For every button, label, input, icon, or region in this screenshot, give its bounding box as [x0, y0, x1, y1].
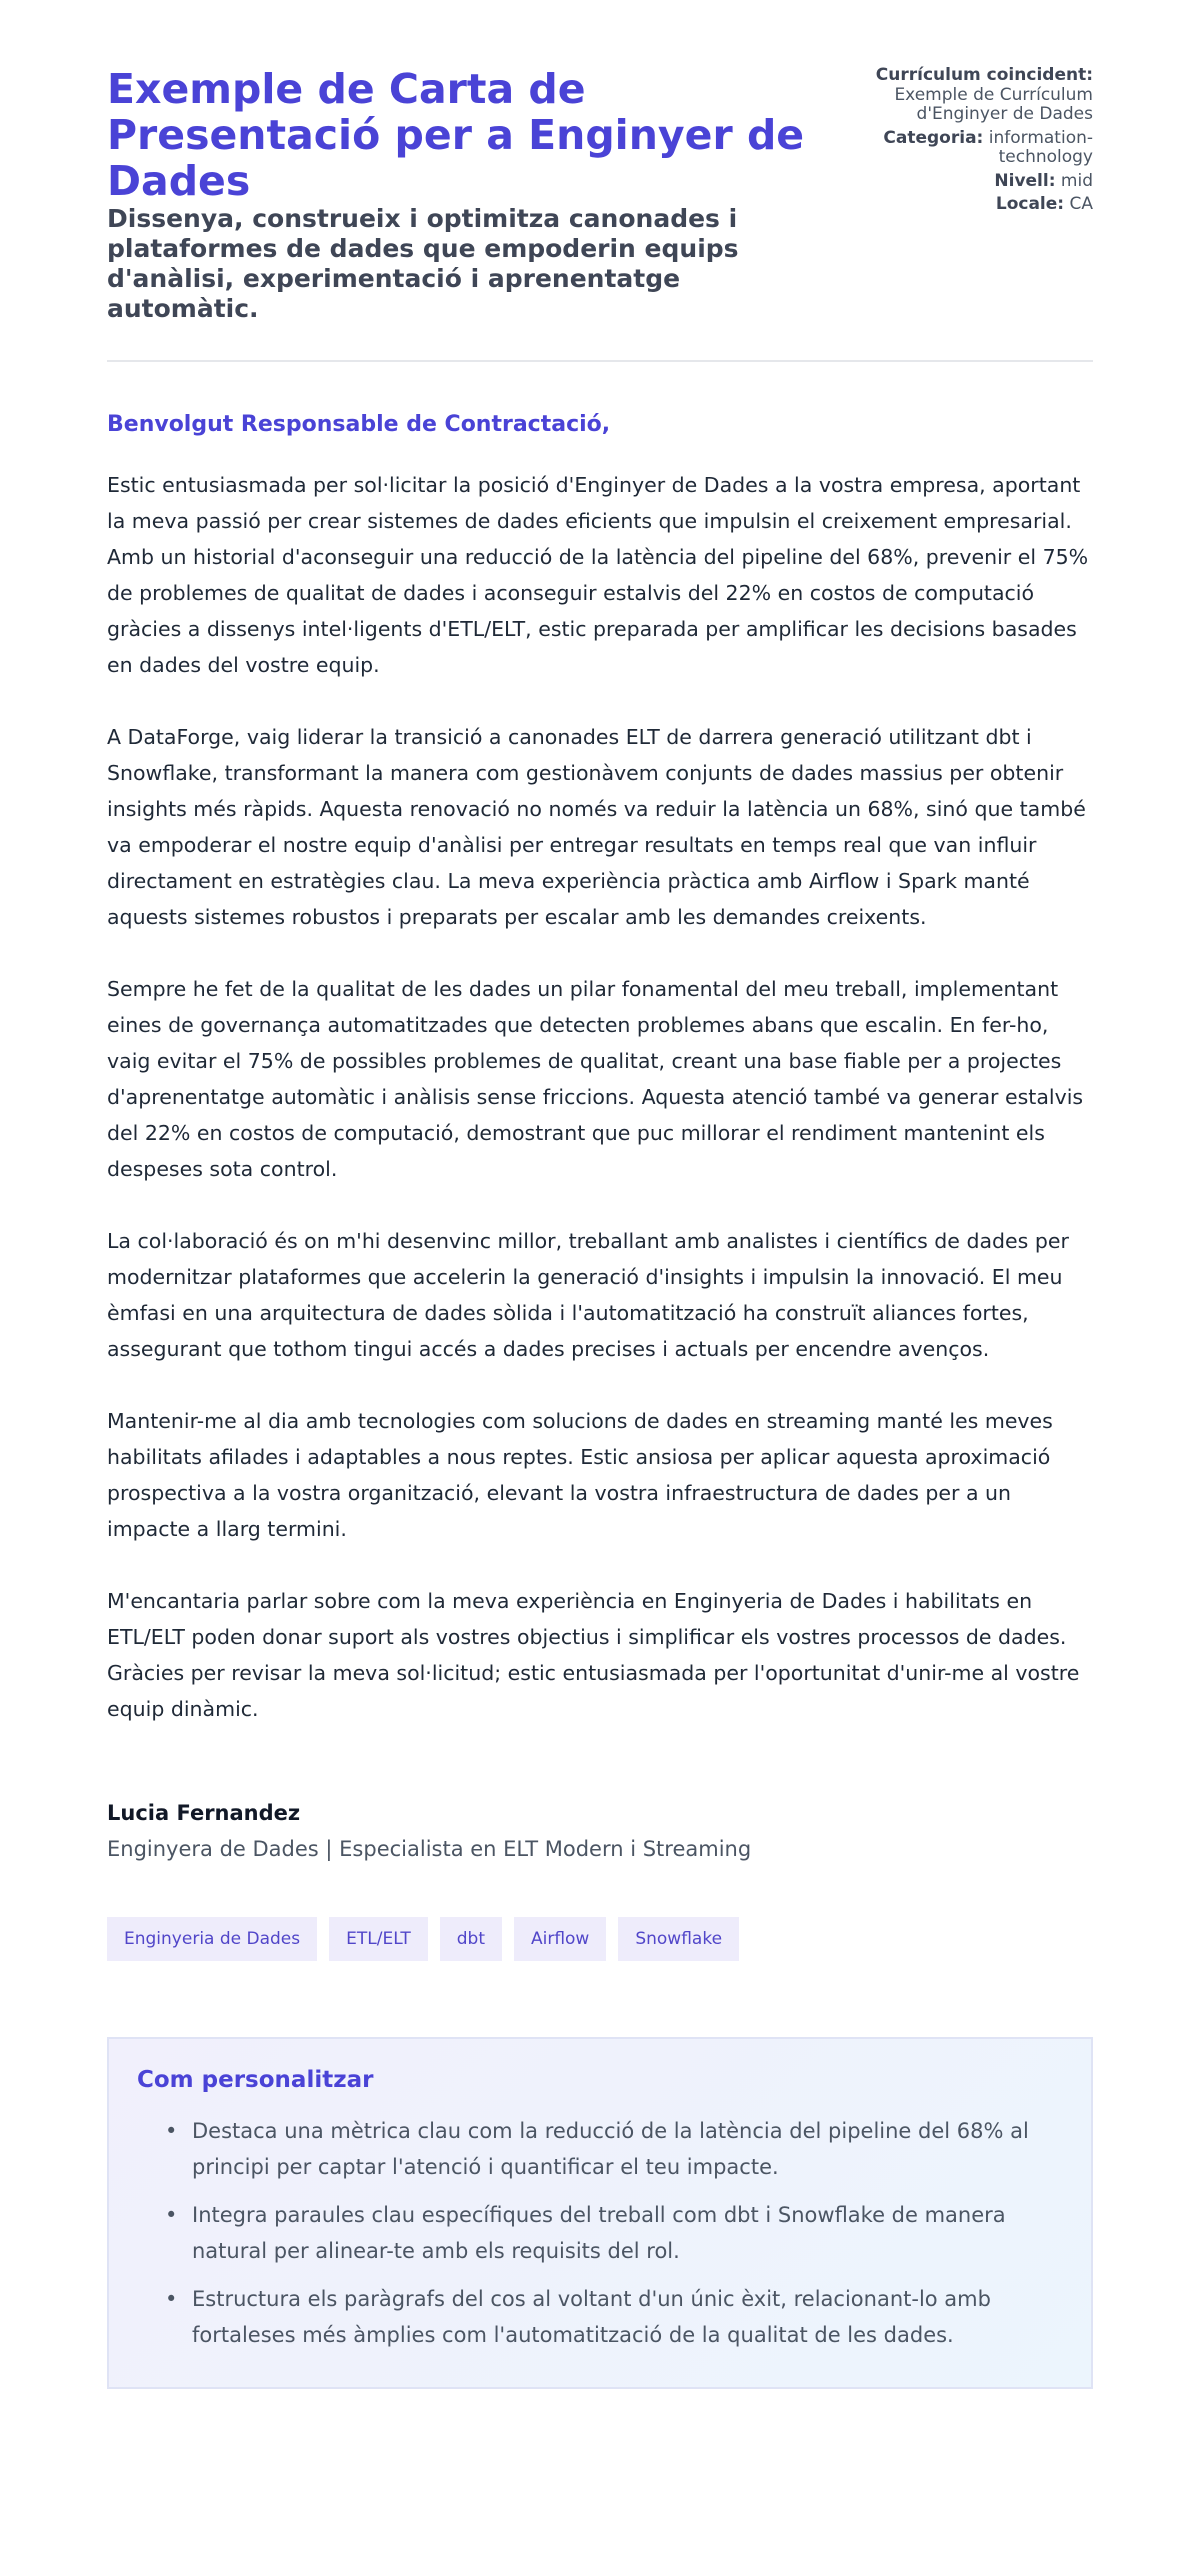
page-subtitle: Dissenya, construeix i optimitza canonades i plataformes de dades que empoderin equips d'anàlisi, experimentació i aprenentatge automàtic. [107, 204, 739, 323]
skill-tags [107, 1917, 1093, 1961]
page-title: Exemple de Carta de Presentació per a Enginyer de Dades [107, 65, 805, 205]
tips-title: Com personalitzar [137, 2067, 374, 2093]
meta-category: Categoria: information-technology [883, 127, 1093, 167]
cover-letter-page [107, 66, 1093, 2389]
page-header [107, 66, 1093, 324]
tag: dbt [440, 1917, 502, 1961]
signature-role: Enginyera de Dades | Especialista en ELT Modern i Streaming [107, 1837, 752, 1861]
meta-info [863, 66, 1093, 219]
paragraph: A DataForge, vaig liderar la transició a canonades ELT de darrera generació utilitzant dbt i Snowflake, transformant la manera com gestionàvem conjunts de dades massius per obtenir insights més ràpids. Aquesta renovació no només va reduir la latència un 68%, sinó que també va empoderar el nostre equip d'anàlisi per entregar resultats en temps real que van influir directament en estratègies clau. La meva experiència pràctica amb Airflow i Spark manté aquests sistemes robustos i preparats per escalar amb les demandes creixents. [107, 725, 1086, 929]
tag: Airflow [514, 1917, 606, 1961]
meta-level: Nivell: mid [994, 170, 1093, 191]
customization-tips [107, 2037, 1093, 2389]
divider [107, 360, 1093, 362]
tag: Enginyeria de Dades [107, 1917, 317, 1961]
paragraph: M'encantaria parlar sobre com la meva experiència en Enginyeria de Dades i habilitats en ETL/ELT poden donar suport als vostres objectius i simplificar els vostres processos de dades. Gràcies per revisar la meva sol·licitud; estic entusiasmada per l'oportunitat d'unir-me al vostre equip dinàmic. [107, 1589, 1080, 1721]
greeting: Benvolgut Responsable de Contractació, [107, 412, 611, 437]
paragraph: Mantenir-me al dia amb tecnologies com solucions de dades en streaming manté les meves habilitats afilades i adaptables a nous reptes. Estic ansiosa per aplicar aquesta aproximació prospectiva a la vostra organització, elevant la vostra infraestructura de dades per a un impacte a llarg termini. [107, 1409, 1053, 1541]
tip-item: • Estructura els paràgrafs del cos al voltant d'un únic èxit, relacionant-lo amb fortaleses més àmplies com l'automatització de la qualitat de les dades. [192, 2281, 1063, 2353]
tip-item: • Integra paraules clau específiques del treball com dbt i Snowflake de manera natural per alinear-te amb els requisits del rol. [192, 2197, 1063, 2269]
paragraph: La col·laboració és on m'hi desenvinc millor, treballant amb analistes i científics de dades per modernitzar plataformes que accelerin la generació d'insights i impulsin la innovació. El meu èmfasi en una arquitectura de dades sòlida i l'automatització ha construït aliances fortes, assegurant que tothom tingui accés a dades precises i actuals per encendre avenços. [107, 1229, 1069, 1361]
signature-name: Lucia Fernandez [107, 1801, 301, 1825]
tip-item: • Destaca una mètrica clau com la reducció de la latència del pipeline del 68% al principi per captar l'atenció i quantificar el teu impacte. [192, 2113, 1063, 2185]
tag: Snowflake [618, 1917, 739, 1961]
tag: ETL/ELT [329, 1917, 428, 1961]
meta-locale: Locale: CA [995, 194, 1093, 214]
letter-body [107, 467, 1093, 1727]
paragraph: Sempre he fet de la qualitat de les dades un pilar fonamental del meu treball, implementant eines de governança automatitzades que detecten problemes abans que escalin. En fer-ho, vaig evitar el 75% de possibles problemes de qualitat, creant una base fiable per a projectes d'aprenentatge automàtic i anàlisis sense friccions. Aquesta atenció també va generar estalvis del 22% en costos de computació, demostrant que puc millorar el rendiment mantenint els despeses sota control. [107, 977, 1084, 1181]
meta-matched-resume: Currículum coincident: Exemple de Currículum d'Enginyer de Dades [875, 65, 1093, 124]
paragraph: Estic entusiasmada per sol·licitar la posició d'Enginyer de Dades a la vostra empresa, aportant la meva passió per crear sistemes de dades eficients que impulsin el creixement empresarial. Amb un historial d'aconseguir una reducció de la latència del pipeline del 68%, prevenir el 75% de problemes de qualitat de dades i aconseguir estalvis del 22% en costos de computació gràcies a dissenys intel·ligents d'ETL/ELT, estic preparada per amplificar les decisions basades en dades del vostre equip. [107, 473, 1089, 677]
